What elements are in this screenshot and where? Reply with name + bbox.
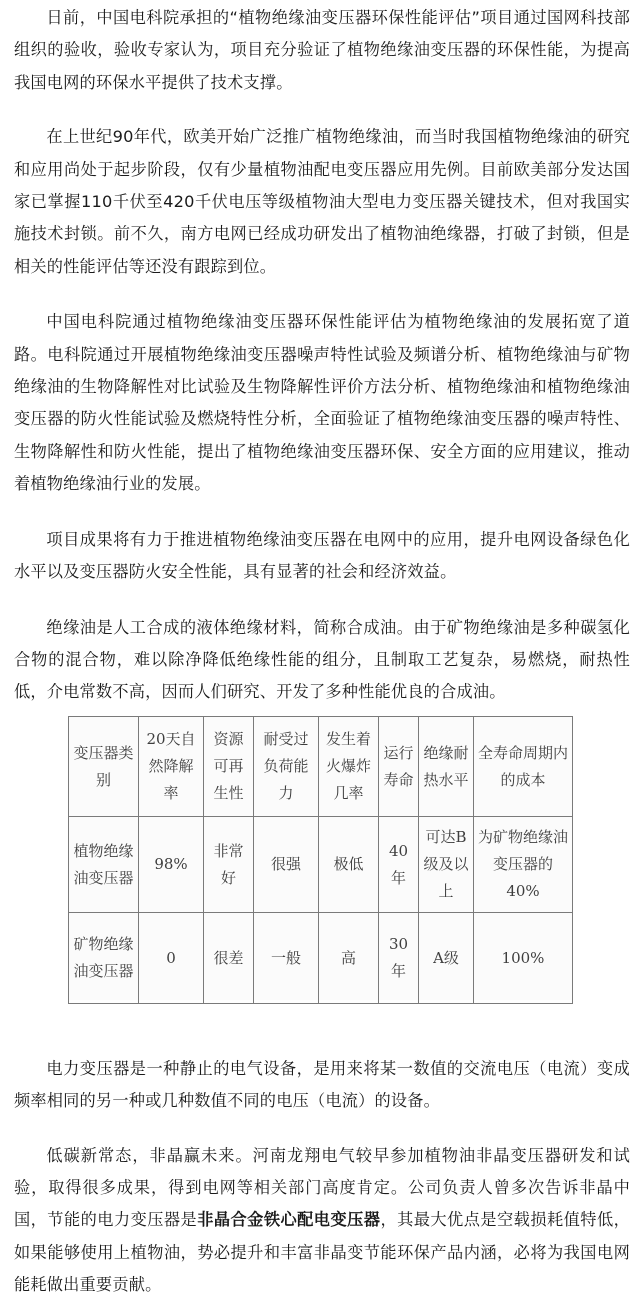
table-header-cell: 变压器类别 — [69, 717, 139, 817]
table-cell: 40年 — [379, 817, 419, 913]
table-cell: 一般 — [254, 913, 319, 1004]
table-cell: 很强 — [254, 817, 319, 913]
table-cell: 高 — [319, 913, 379, 1004]
table-header-cell: 发生着火爆炸几率 — [319, 717, 379, 817]
comparison-table — [68, 716, 573, 1004]
table-cell: 为矿物绝缘油变压器的40% — [474, 817, 573, 913]
paragraph-7-text-end: ，其最大优点是空载损耗值特低，如果能够使用上植物油，势必提升和丰富非晶变节能环保产品内涵，必将为我国电网能耗做出重要贡献。 — [14, 1210, 631, 1295]
table-header-cell: 20天自然降解率 — [139, 717, 204, 817]
table-cell: 非常好 — [204, 817, 254, 913]
paragraph-7-text-start: 低碳新常态，非晶赢未来。河南龙翔电气较早参加植物油非晶变压器研发和试验，取得很多成果，得到电网等相关部门高度肯定。公司负责人曾多次告诉非晶中国，节能的电力变压器是 — [14, 1145, 630, 1230]
paragraph-6: 电力变压器是一种静止的电气设备，是用来将某一数值的交流电压（电流）变成频率相同的另一种或几种数值不同的电压（电流）的设备。 — [14, 1058, 630, 1111]
table-cell: 矿物绝缘油变压器 — [69, 913, 139, 1004]
paragraph-4: 项目成果将有力于推进植物绝缘油变压器在电网中的应用，提升电网设备绿色化水平以及变压器防火安全性能，具有显著的社会和经济效益。 — [14, 529, 630, 582]
comparison-table-image — [68, 716, 572, 1000]
table-header-cell: 全寿命周期内的成本 — [474, 717, 573, 817]
table-cell: 98% — [139, 817, 204, 913]
table-header-row — [69, 717, 573, 817]
paragraph-7 — [14, 1140, 630, 1302]
table-cell: 极低 — [319, 817, 379, 913]
table-cell: 100% — [474, 913, 573, 1004]
table-cell: 植物绝缘油变压器 — [69, 817, 139, 913]
table-cell: 30年 — [379, 913, 419, 1004]
table-header-cell: 运行寿命 — [379, 717, 419, 817]
paragraph-5: 绝缘油是人工合成的液体绝缘材料，简称合成油。由于矿物绝缘油是多种碳氢化合物的混合物，难以除净降低绝缘性能的组分，且制取工艺复杂，易燃烧，耐热性低，介电常数不高，因而人们研究、开发了多种性能优良的合成油。 — [14, 617, 630, 702]
table-header-cell: 绝缘耐热水平 — [419, 717, 474, 817]
table-row — [69, 817, 573, 913]
paragraph-7-emphasis: 非晶合金铁心配电变压器 — [197, 1210, 381, 1230]
table-cell: A级 — [419, 913, 474, 1004]
table-cell: 很差 — [204, 913, 254, 1004]
table-cell: 可达B级及以上 — [419, 817, 474, 913]
table-row — [69, 913, 573, 1004]
table-header-cell: 资源可再生性 — [204, 717, 254, 817]
paragraph-3: 中国电科院通过植物绝缘油变压器环保性能评估为植物绝缘油的发展拓宽了道路。电科院通过开展植物绝缘油变压器噪声特性试验及频谱分析、植物绝缘油与矿物绝缘油的生物降解性对比试验及生物降解性评价方法分析、植物绝缘油和植物绝缘油变压器的防火性能试验及燃烧特性分析，全面验证了植物绝缘油变压器的噪声特性、生物降解性和防火性能，提出了植物绝缘油变压器环保、安全方面的应用建议，推动着植物绝缘油行业的发展。 — [14, 312, 630, 494]
table-header-cell: 耐受过负荷能力 — [254, 717, 319, 817]
table-cell: 0 — [139, 913, 204, 1004]
paragraph-2: 在上世纪90年代，欧美开始广泛推广植物绝缘油，而当时我国植物绝缘油的研究和应用尚处于起步阶段，仅有少量植物油配电变压器应用先例。目前欧美部分发达国家已掌握110千伏至420千伏电压等级植物油大型电力变压器关键技术，但对我国实施技术封锁。前不久，南方电网已经成功研发出了植物油绝缘器，打破了封锁，但是相关的性能评估等还没有跟踪到位。 — [14, 127, 630, 276]
paragraph-1: 日前，中国电科院承担的“植物绝缘油变压器环保性能评估”项目通过国网科技部组织的验收，验收专家认为，项目充分验证了植物绝缘油变压器的环保性能，为提高我国电网的环保水平提供了技术支撑。 — [14, 8, 630, 92]
